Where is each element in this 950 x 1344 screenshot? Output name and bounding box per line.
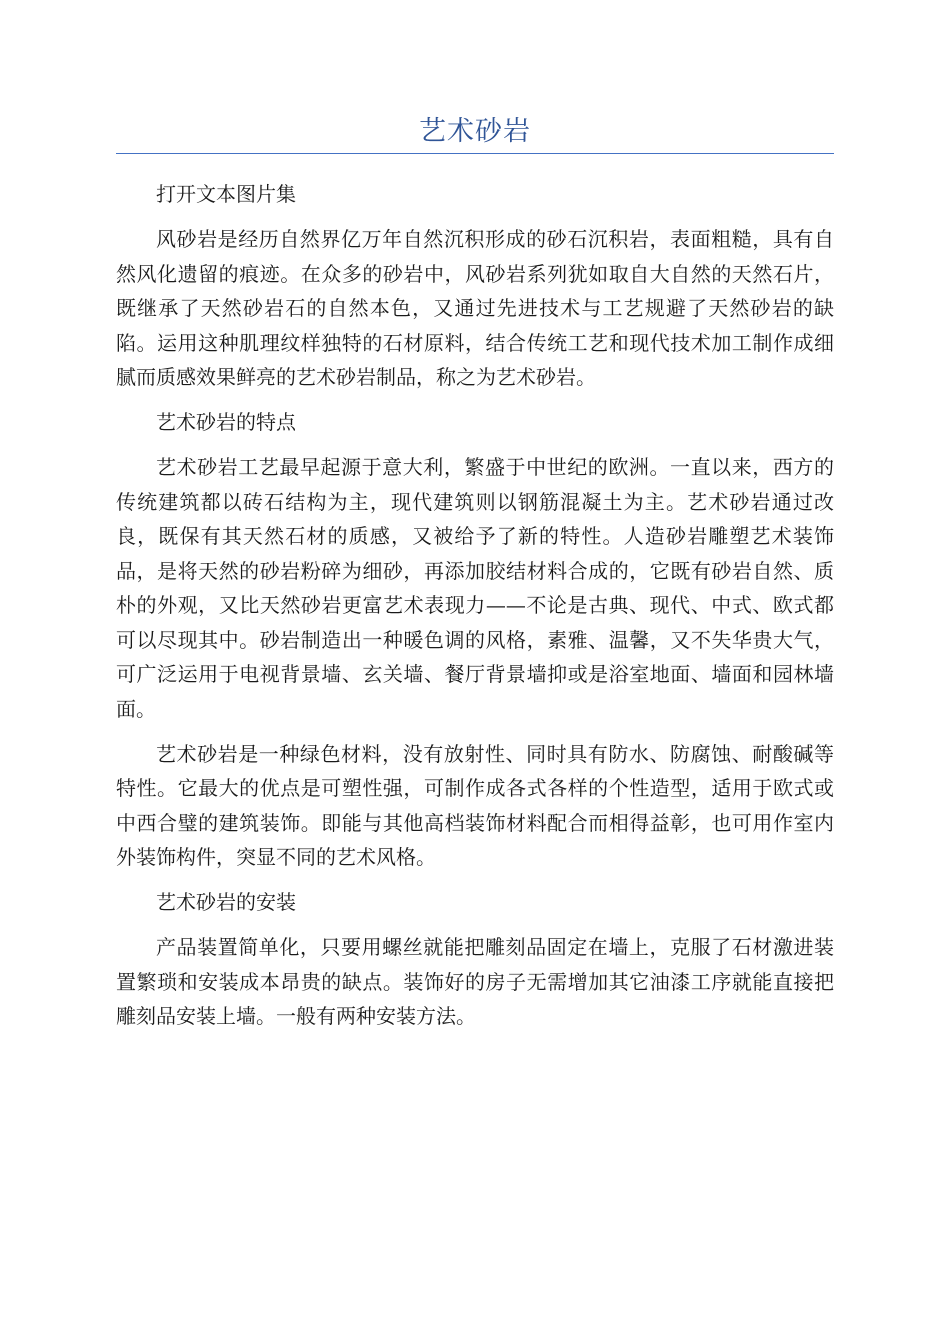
paragraph-installation: 产品装置简单化，只要用螺丝就能把雕刻品固定在墙上，克服了石材激进装置繁琐和安装成本昂贵的缺点。装饰好的房子无需增加其它油漆工序就能直接把雕刻品安装上墙。一般有两种安装方法。	[116, 935, 834, 1028]
paragraph-intro: 风砂岩是经历自然界亿万年自然沉积形成的砂石沉积岩，表面粗糙，具有自然风化遗留的痕迹。在众多的砂岩中，风砂岩系列犹如取自大自然的天然石片，既继承了天然砂岩石的自然本色，又通过先进技术与工艺规避了天然砂岩的缺陷。运用这种肌理纹样独特的石材原料，结合传统工艺和现代技术加工制作成细腻而质感效果鲜亮的艺术砂岩制品，称之为艺术砂岩。	[116, 227, 834, 389]
document-title: 艺术砂岩	[419, 116, 531, 147]
document-page	[116, 112, 834, 1044]
paragraph-features-properties: 艺术砂岩是一种绿色材料，没有放射性、同时具有防水、防腐蚀、耐酸碱等特性。它最大的优点是可塑性强，可制作成各式各样的个性造型，适用于欧式或中西合璧的建筑装饰。即能与其他高档装饰材料配合而相得益彰，也可用作室内外装饰构件，突显不同的艺术风格。	[116, 741, 834, 869]
section-heading-features: 艺术砂岩的特点	[156, 410, 296, 434]
paragraph-features-history: 艺术砂岩工艺最早起源于意大利，繁盛于中世纪的欧洲。一直以来，西方的传统建筑都以砖石结构为主，现代建筑则以钢筋混凝土为主。艺术砂岩通过改良，既保有其天然石材的质感，又被给予了新的特性。人造砂岩雕塑艺术装饰品，是将天然的砂岩粉碎为细砂，再添加胶结材料合成的，它既有砂岩自然、质朴的外观，又比天然砂岩更富艺术表现力——不论是古典、现代、中式、欧式都可以尽现其中。砂岩制造出一种暖色调的风格，素雅、温馨，又不失华贵大气，可广泛运用于电视背景墙、玄关墙、餐厅背景墙抑或是浴室地面、墙面和园林墙面。	[116, 455, 834, 721]
document-body	[116, 177, 834, 1034]
title-underline	[116, 153, 834, 154]
section-heading-gallery: 打开文本图片集	[156, 182, 296, 206]
section-heading-installation: 艺术砂岩的安装	[156, 890, 296, 914]
